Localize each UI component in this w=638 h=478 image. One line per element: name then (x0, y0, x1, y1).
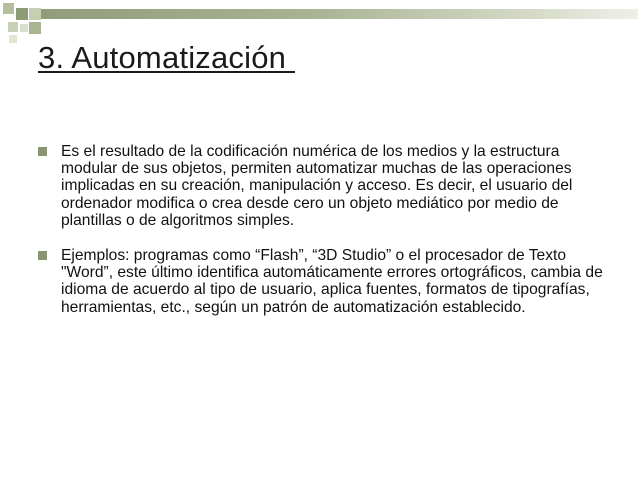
decorative-square (20, 24, 28, 32)
bullet-text: Es el resultado de la codificación numérica de los medios y la estructura modular de sus objetos, permiten automatizar muchas de las operaciones implicadas en su creación, manipulación y acceso. Es decir, el usuario del ordenador modifica o crea desde cero un objeto mediático por medio de plantillas o de algoritmos simples. (61, 143, 573, 229)
square-bullet-icon (38, 251, 47, 260)
decorative-square (29, 8, 41, 20)
bullet-item (36, 247, 611, 316)
decorative-square (16, 8, 28, 20)
decorative-square (8, 22, 18, 32)
decorative-square (9, 35, 17, 43)
bullet-item (36, 143, 611, 229)
bullet-list (36, 143, 611, 334)
bullet-text: Ejemplos: programas como “Flash”, “3D Studio” o el procesador de Texto "Word”, este último identifica automáticamente errores ortográficos, cambia de idioma de acuerdo al tipo de usuario, aplica fuentes, formatos de tipografías, herramientas, etc., según un patrón de automatización establecido. (61, 247, 603, 316)
decorative-square (29, 22, 41, 34)
square-bullet-icon (38, 147, 47, 156)
header-gradient-bar (41, 9, 638, 19)
slide-title: 3. Automatización (38, 40, 295, 75)
decorative-square (3, 3, 14, 14)
